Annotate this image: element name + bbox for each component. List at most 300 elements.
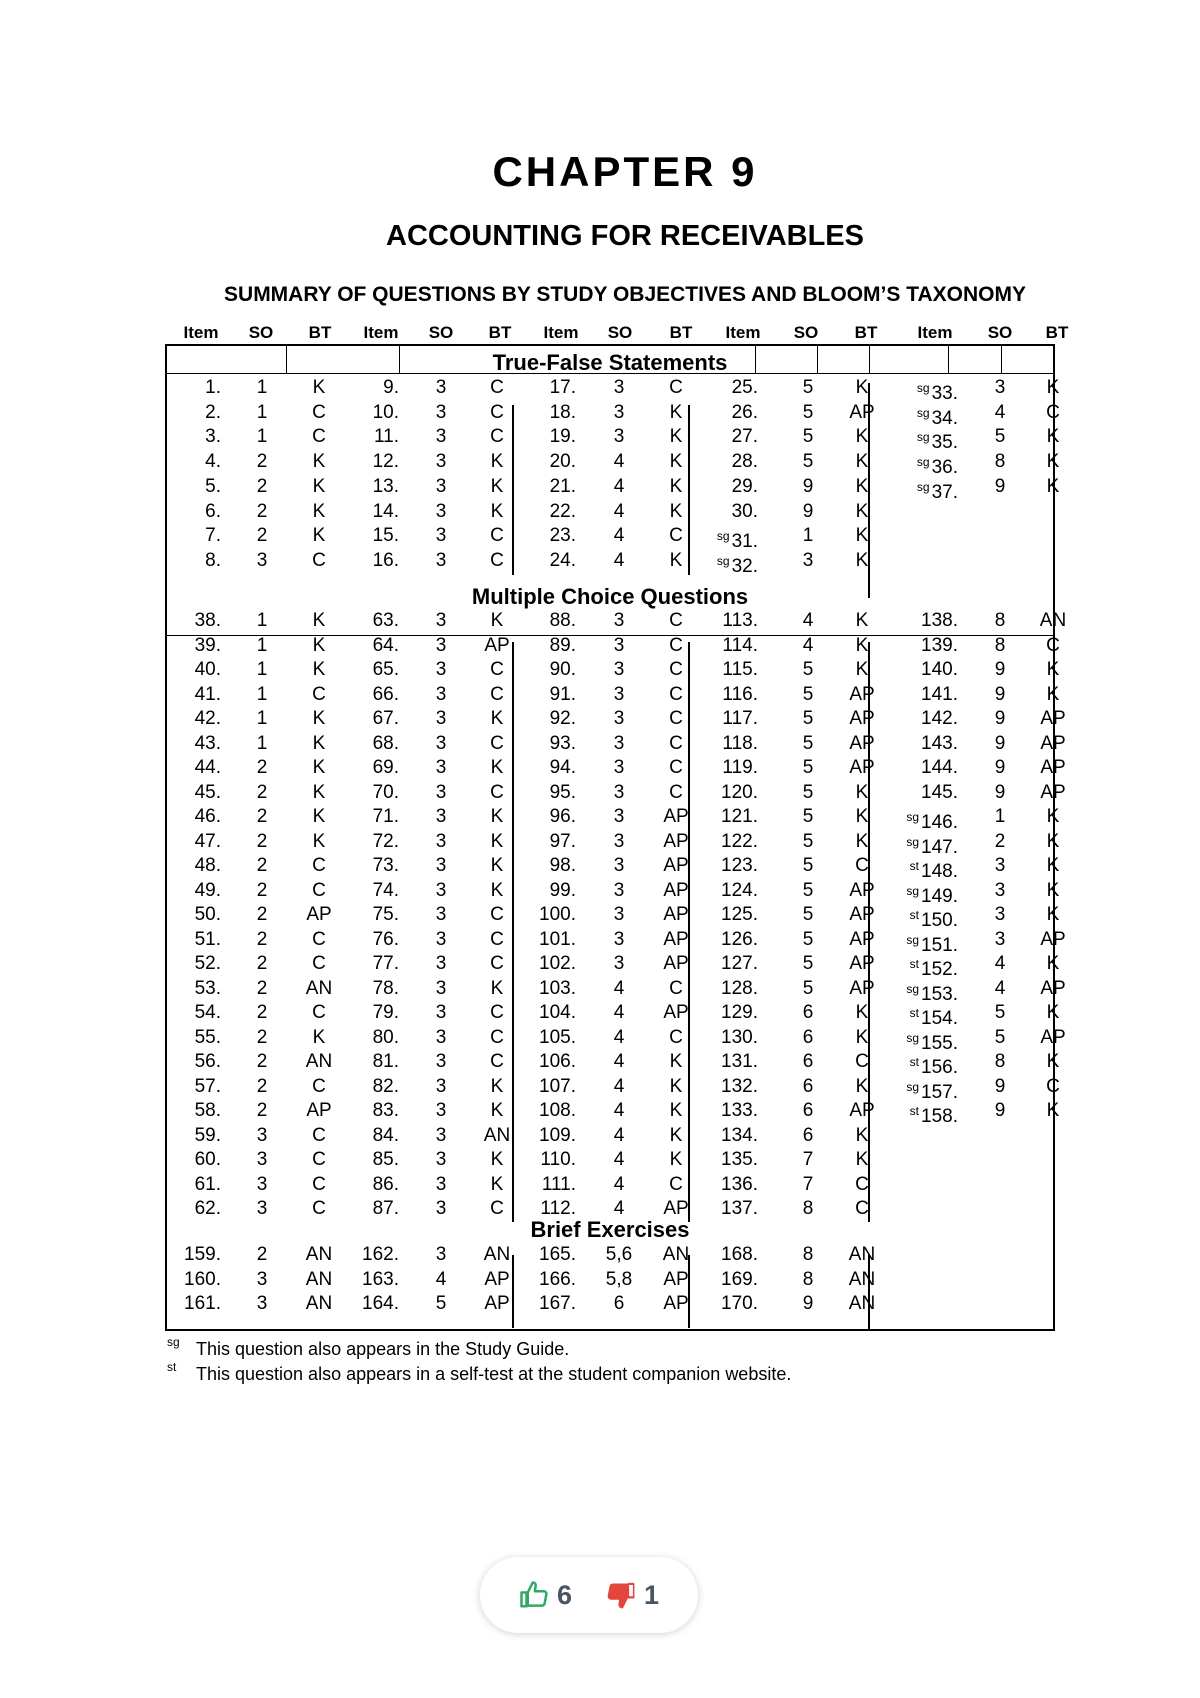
item-label: 169.: [721, 1268, 758, 1290]
item-label: 94.: [549, 757, 576, 778]
column-header-so: SO: [793, 323, 819, 342]
item-label: 93.: [549, 732, 576, 754]
item-label: 100.: [539, 904, 576, 925]
item-label: 139.: [921, 634, 958, 656]
item-number: [668, 1002, 758, 1024]
item-number: [309, 855, 399, 877]
item-label: 60.: [194, 1149, 221, 1170]
item-number: [309, 880, 399, 902]
blooms-taxonomy: K: [490, 977, 504, 999]
item-label: 101.: [539, 928, 576, 950]
study-objective: 3: [613, 953, 625, 974]
item-number: [668, 451, 758, 473]
item-label: 68.: [372, 732, 399, 754]
blooms-taxonomy: K: [312, 757, 326, 778]
item-label: 14.: [372, 500, 399, 522]
blooms-taxonomy: K: [490, 610, 504, 631]
item-label: 67.: [372, 708, 399, 729]
blooms-taxonomy: AP: [1040, 1026, 1066, 1048]
study-objective: 3: [435, 475, 447, 497]
blooms-taxonomy: AP: [849, 708, 875, 729]
item-number: [486, 451, 576, 473]
item-number: [668, 550, 758, 578]
item-number: [486, 659, 576, 681]
study-objective: 5: [994, 426, 1006, 448]
blooms-taxonomy: K: [312, 500, 326, 522]
blooms-taxonomy: K: [312, 830, 326, 852]
study-objective: 3: [994, 879, 1006, 901]
item-label: 90.: [549, 659, 576, 680]
item-label: 66.: [372, 683, 399, 705]
blooms-taxonomy: AP: [663, 928, 689, 950]
item-label: 78.: [372, 977, 399, 999]
footnote-marker: st: [909, 859, 920, 873]
blooms-taxonomy: AP: [849, 977, 875, 999]
study-objective: 2: [256, 1075, 268, 1097]
item-label: 141.: [921, 683, 958, 705]
study-objective: 2: [256, 806, 268, 827]
study-objective: 9: [994, 659, 1006, 680]
item-label: 134.: [721, 1124, 758, 1146]
study-objective: 1: [256, 708, 268, 729]
item-label: 30.: [731, 500, 758, 522]
item-label: 151.: [921, 934, 958, 956]
blooms-taxonomy: K: [490, 451, 504, 473]
section-title-true-false: True-False Statements: [492, 350, 728, 375]
item-number: [668, 1051, 758, 1073]
blooms-taxonomy: K: [1046, 953, 1060, 974]
footnote-marker: sg: [906, 1030, 920, 1045]
study-objective: 3: [435, 401, 447, 423]
section-title-brief-exercises: Brief Exercises: [530, 1217, 690, 1242]
footnote-marker: sg: [916, 430, 930, 445]
study-objective: 3: [435, 1149, 447, 1170]
study-objective: 3: [994, 904, 1006, 925]
item-number: [309, 1198, 399, 1220]
item-number: [131, 733, 221, 755]
blooms-taxonomy: K: [1046, 426, 1060, 448]
item-number: [668, 782, 758, 804]
blooms-taxonomy: K: [1046, 855, 1060, 876]
item-label: 154.: [921, 1008, 958, 1029]
item-label: 84.: [372, 1124, 399, 1146]
blooms-taxonomy: K: [855, 1026, 869, 1048]
item-label: 6.: [205, 500, 221, 522]
study-objective: 2: [256, 855, 268, 876]
footnote-marker: st: [909, 908, 920, 922]
item-label: 34.: [931, 407, 958, 429]
item-number: [131, 1174, 221, 1196]
item-label: 36.: [931, 457, 958, 479]
blooms-taxonomy: C: [490, 953, 504, 974]
blooms-taxonomy: C: [490, 549, 504, 571]
item-label: 97.: [549, 830, 576, 852]
item-number: [131, 501, 221, 523]
item-label: 41.: [194, 683, 221, 705]
blooms-taxonomy: K: [669, 1051, 683, 1072]
item-number: [668, 904, 758, 926]
item-number: [309, 501, 399, 523]
blooms-taxonomy: K: [312, 708, 326, 729]
item-label: 61.: [194, 1173, 221, 1195]
blooms-taxonomy: K: [669, 1100, 683, 1121]
study-objective: 3: [613, 426, 625, 448]
item-label: 16.: [372, 549, 399, 571]
item-label: 167.: [539, 1293, 576, 1314]
item-number: [668, 806, 758, 828]
blooms-taxonomy: K: [312, 475, 326, 497]
summary-heading: SUMMARY OF QUESTIONS BY STUDY OBJECTIVES AND BLOOM’S TAXONOMY: [224, 283, 1026, 306]
blooms-taxonomy: C: [669, 732, 683, 754]
blooms-taxonomy: C: [490, 401, 504, 423]
study-objective: 3: [256, 1149, 268, 1170]
blooms-taxonomy: C: [312, 855, 326, 876]
blooms-taxonomy: K: [669, 401, 683, 423]
study-objective: 4: [613, 549, 625, 571]
blooms-taxonomy: K: [490, 475, 504, 497]
blooms-taxonomy: AP: [663, 1293, 689, 1314]
study-objective: 6: [802, 1026, 814, 1048]
study-objective: 5: [802, 879, 814, 901]
study-objective: 5: [802, 401, 814, 423]
item-label: 89.: [549, 634, 576, 656]
item-label: 7.: [205, 525, 221, 547]
item-label: 107.: [539, 1075, 576, 1097]
study-objective: 3: [435, 708, 447, 729]
study-objective: 9: [802, 475, 814, 497]
footnote-marker: sg: [916, 405, 930, 420]
item-label: 50.: [194, 904, 221, 925]
column-header-bt: BT: [669, 323, 693, 342]
blooms-taxonomy: K: [855, 1075, 869, 1097]
blooms-taxonomy: K: [490, 855, 504, 876]
thumbs-down-icon: [606, 1580, 636, 1610]
item-number: [309, 953, 399, 975]
item-number: [131, 1051, 221, 1073]
study-objective: 3: [435, 1100, 447, 1121]
blooms-taxonomy: K: [855, 377, 869, 398]
study-objective: 5: [802, 683, 814, 705]
blooms-taxonomy: K: [855, 451, 869, 473]
blooms-taxonomy: K: [855, 610, 869, 631]
item-number: [486, 929, 576, 951]
item-number: [309, 610, 399, 632]
item-number: [486, 953, 576, 975]
blooms-taxonomy: K: [490, 806, 504, 827]
footnote-marker: sg: [906, 834, 920, 849]
item-label: 105.: [539, 1026, 576, 1048]
blooms-taxonomy: K: [1046, 475, 1060, 497]
item-label: 45.: [194, 781, 221, 803]
blooms-taxonomy: AP: [849, 1100, 875, 1121]
item-number: [868, 1100, 958, 1128]
item-label: 77.: [372, 953, 399, 974]
blooms-taxonomy: K: [855, 549, 869, 571]
blooms-taxonomy: K: [855, 1149, 869, 1170]
study-objective: 3: [435, 879, 447, 901]
item-label: 86.: [372, 1173, 399, 1195]
item-label: 129.: [721, 1002, 758, 1023]
item-label: 103.: [539, 977, 576, 999]
item-number: [486, 880, 576, 902]
blooms-taxonomy: C: [669, 977, 683, 999]
blooms-taxonomy: K: [855, 1002, 869, 1023]
study-objective: 2: [256, 953, 268, 974]
item-label: 43.: [194, 732, 221, 754]
study-objective: 3: [435, 904, 447, 925]
blooms-taxonomy: K: [669, 475, 683, 497]
item-label: 58.: [194, 1100, 221, 1121]
item-label: 49.: [194, 879, 221, 901]
blooms-taxonomy: K: [669, 1075, 683, 1097]
study-objective: 4: [613, 1051, 625, 1072]
footnote-marker: st: [909, 1055, 920, 1069]
item-number: [309, 1269, 399, 1291]
study-objective: 3: [435, 1051, 447, 1072]
blooms-taxonomy: AP: [849, 401, 875, 423]
item-label: 91.: [549, 683, 576, 705]
item-number: [868, 476, 958, 504]
study-objective: 8: [802, 1198, 814, 1219]
study-objective: 1: [256, 377, 268, 398]
item-number: [309, 1244, 399, 1266]
study-objective: 5: [994, 1026, 1006, 1048]
blooms-taxonomy: C: [312, 426, 326, 448]
item-number: [668, 610, 758, 632]
item-label: 123.: [721, 855, 758, 876]
blooms-taxonomy: K: [312, 634, 326, 656]
study-objective: 2: [256, 475, 268, 497]
study-objective: 3: [994, 377, 1006, 398]
item-number: [486, 1027, 576, 1049]
item-number: [131, 426, 221, 448]
item-number: [131, 904, 221, 926]
item-label: 21.: [549, 475, 576, 497]
item-label: 63.: [372, 610, 399, 631]
footnote-mark: st: [167, 1360, 177, 1374]
blooms-taxonomy: C: [669, 683, 683, 705]
blooms-taxonomy: K: [1046, 879, 1060, 901]
blooms-taxonomy: AP: [484, 1268, 510, 1290]
study-objective: 2: [256, 879, 268, 901]
item-number: [131, 1198, 221, 1220]
blooms-taxonomy: K: [1046, 683, 1060, 705]
item-number: [131, 550, 221, 572]
study-objective: 8: [802, 1244, 814, 1265]
item-label: 81.: [372, 1051, 399, 1072]
study-objective: 3: [435, 500, 447, 522]
item-label: 39.: [194, 634, 221, 656]
item-label: 165.: [539, 1244, 576, 1265]
study-objective: 3: [613, 401, 625, 423]
blooms-taxonomy: K: [490, 500, 504, 522]
study-objective: 4: [802, 610, 814, 631]
blooms-taxonomy: C: [490, 1198, 504, 1219]
study-objective: 8: [802, 1268, 814, 1290]
blooms-taxonomy: AP: [663, 904, 689, 925]
item-label: 38.: [194, 610, 221, 631]
footnote-marker: sg: [906, 1079, 920, 1094]
item-label: 157.: [921, 1081, 958, 1103]
item-label: 9.: [383, 377, 399, 398]
blooms-taxonomy: K: [1046, 830, 1060, 852]
footnote-text: This question also appears in the Study Guide.: [196, 1339, 570, 1359]
blooms-taxonomy: C: [490, 1051, 504, 1072]
item-number: [486, 904, 576, 926]
blooms-taxonomy: K: [312, 659, 326, 680]
item-number: [668, 1269, 758, 1291]
downvote-count: 1: [644, 1579, 660, 1610]
item-label: 159.: [184, 1244, 221, 1265]
blooms-taxonomy: K: [855, 426, 869, 448]
blooms-taxonomy: AN: [1039, 610, 1067, 631]
study-objective: 9: [994, 732, 1006, 754]
blooms-taxonomy: K: [312, 806, 326, 827]
item-number: [486, 1100, 576, 1122]
study-objective: 8: [994, 610, 1006, 631]
item-number: [131, 635, 221, 657]
study-objective: 3: [435, 977, 447, 999]
item-label: 52.: [194, 953, 221, 974]
study-objective: 6: [613, 1293, 625, 1314]
blooms-taxonomy: AN: [305, 977, 333, 999]
item-number: [309, 550, 399, 572]
blooms-taxonomy: K: [1046, 1002, 1060, 1023]
blooms-taxonomy: AP: [663, 879, 689, 901]
blooms-taxonomy: C: [490, 1002, 504, 1023]
study-objective: 3: [435, 830, 447, 852]
column-header-bt: BT: [488, 323, 512, 342]
blooms-taxonomy: AN: [662, 1244, 690, 1265]
item-label: 96.: [549, 806, 576, 827]
item-number: [486, 402, 576, 424]
item-number: [486, 733, 576, 755]
item-number: [868, 757, 958, 779]
downvote-button[interactable]: [606, 1580, 659, 1611]
item-label: 28.: [731, 451, 758, 473]
item-number: [309, 831, 399, 853]
footnote-marker: sg: [916, 479, 930, 494]
blooms-taxonomy: C: [669, 757, 683, 778]
study-objective: 9: [994, 683, 1006, 705]
item-number: [486, 831, 576, 853]
item-label: 4.: [205, 451, 221, 473]
item-number: [486, 501, 576, 523]
item-number: [868, 708, 958, 730]
item-number: [309, 1125, 399, 1147]
item-number: [131, 402, 221, 424]
item-number: [309, 1293, 399, 1315]
item-number: [131, 1076, 221, 1098]
blooms-taxonomy: C: [1046, 401, 1060, 423]
blooms-taxonomy: C: [490, 377, 504, 398]
study-objective: 2: [256, 525, 268, 547]
item-label: 24.: [549, 549, 576, 571]
blooms-taxonomy: K: [1046, 659, 1060, 680]
item-label: 155.: [921, 1032, 958, 1054]
study-objective: 8: [994, 451, 1006, 473]
blooms-taxonomy: K: [855, 781, 869, 803]
study-objective: 3: [435, 1026, 447, 1048]
study-objective: 3: [435, 610, 447, 631]
item-number: [131, 1027, 221, 1049]
item-label: 62.: [194, 1198, 221, 1219]
blooms-taxonomy: AP: [484, 634, 510, 656]
blooms-taxonomy: AP: [849, 757, 875, 778]
item-number: [309, 1051, 399, 1073]
blooms-taxonomy: C: [669, 1026, 683, 1048]
item-number: [668, 953, 758, 975]
study-objective: 3: [435, 855, 447, 876]
blooms-taxonomy: AN: [848, 1293, 876, 1314]
study-objective: 5: [802, 708, 814, 729]
item-label: 98.: [549, 855, 576, 876]
study-objective: 3: [613, 708, 625, 729]
study-objective: 3: [435, 1002, 447, 1023]
item-label: 8.: [205, 549, 221, 571]
item-number: [486, 855, 576, 877]
item-number: [309, 904, 399, 926]
upvote-button[interactable]: [519, 1580, 572, 1611]
study-objective: 3: [613, 659, 625, 680]
blooms-taxonomy: C: [855, 855, 869, 876]
item-number: [486, 1198, 576, 1220]
item-number: [131, 708, 221, 730]
item-label: 72.: [372, 830, 399, 852]
item-label: 44.: [194, 757, 221, 778]
study-objective: 3: [435, 451, 447, 473]
study-objective: 9: [802, 1293, 814, 1314]
item-number: [309, 1076, 399, 1098]
blooms-taxonomy: K: [490, 708, 504, 729]
item-label: 95.: [549, 781, 576, 803]
item-label: 126.: [721, 928, 758, 950]
study-objective: 5: [994, 1002, 1006, 1023]
column-header-bt: BT: [854, 323, 878, 342]
item-label: 116.: [722, 683, 758, 705]
study-objective: 3: [435, 732, 447, 754]
study-objective: 5: [802, 928, 814, 950]
item-number: [486, 476, 576, 498]
blooms-taxonomy: AP: [1040, 977, 1066, 999]
study-objective: 2: [256, 1026, 268, 1048]
footnote-marker: st: [909, 957, 920, 971]
study-objective: 3: [256, 1198, 268, 1219]
item-label: 124.: [721, 879, 758, 901]
study-objective: 3: [435, 1124, 447, 1146]
study-objective: 4: [613, 1173, 625, 1195]
item-label: 149.: [921, 885, 958, 907]
blooms-taxonomy: AP: [663, 1268, 689, 1290]
blooms-taxonomy: C: [490, 781, 504, 803]
item-label: 158.: [921, 1106, 958, 1127]
item-number: [668, 978, 758, 1000]
item-label: 19.: [549, 426, 576, 448]
blooms-taxonomy: AN: [848, 1268, 876, 1290]
study-objective: 3: [435, 683, 447, 705]
column-header-bt: BT: [308, 323, 332, 342]
item-label: 64.: [372, 634, 399, 656]
item-label: 102.: [539, 953, 576, 974]
item-number: [668, 1293, 758, 1315]
item-number: [668, 501, 758, 523]
item-label: 146.: [921, 812, 958, 833]
study-objective: 4: [613, 475, 625, 497]
item-label: 31.: [731, 531, 758, 553]
study-objective: 5: [435, 1293, 447, 1314]
footnote-marker: sg: [716, 529, 730, 544]
blooms-taxonomy: C: [490, 928, 504, 950]
